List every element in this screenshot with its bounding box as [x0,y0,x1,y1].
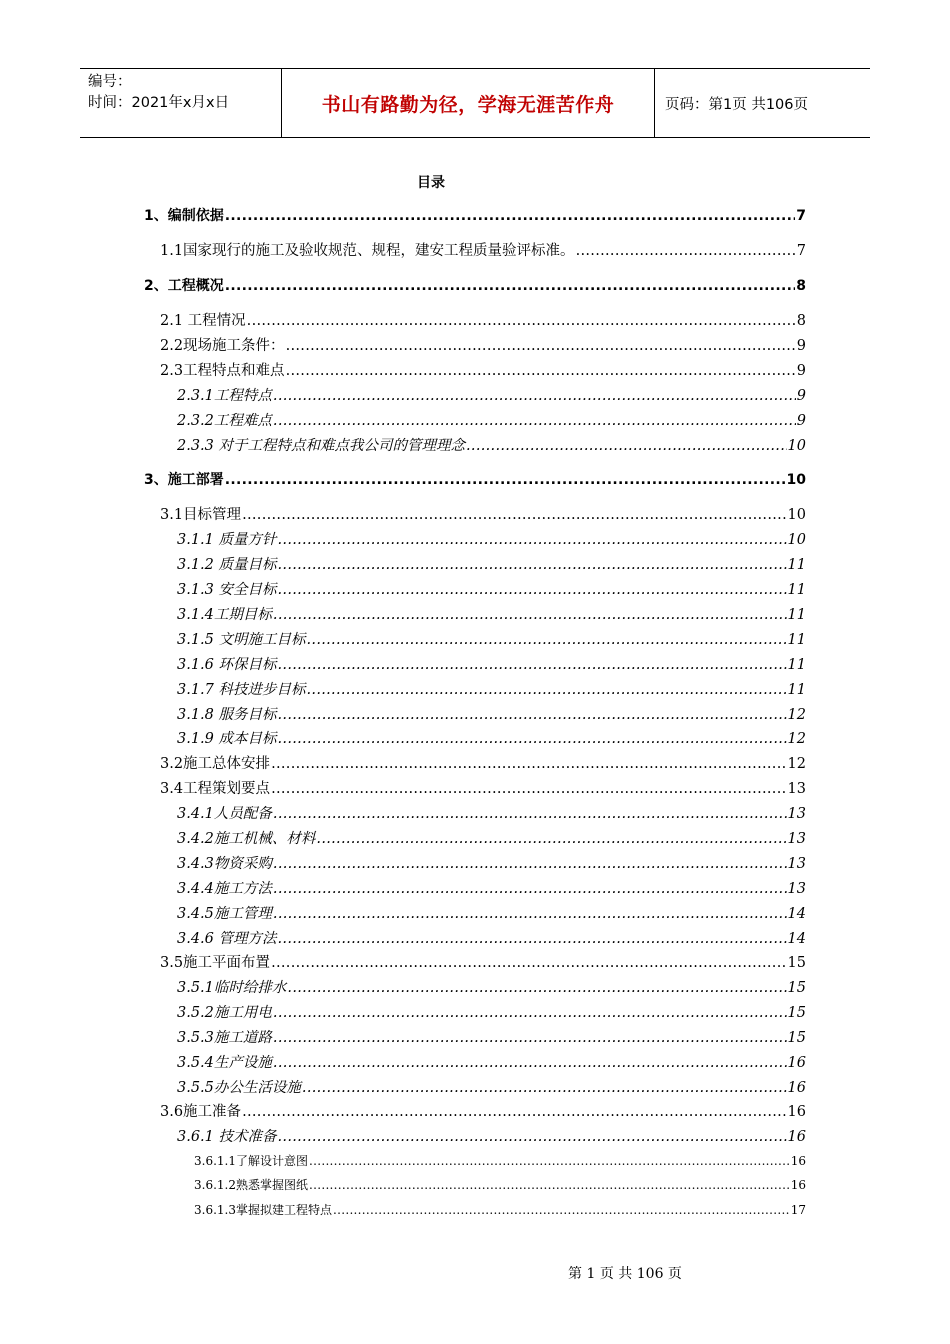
toc-entry[interactable]: 2、工程概况 ..... 8 [144,275,806,295]
toc-entry[interactable]: 2.3.1工程特点 ..... 9 [177,384,806,405]
toc-entry[interactable]: 3.5.5办公生活设施 ..... 16 [177,1076,806,1097]
document-date-label: 时间：2021年x月x日 [88,95,230,111]
page-header [80,68,870,138]
toc-entry[interactable]: 3.5.3施工道路 ..... 15 [177,1026,806,1047]
toc-entry[interactable]: 3.1.8 服务目标 ..... 12 [177,703,806,724]
toc-entry[interactable]: 3、施工部署 ..... 10 [144,469,806,489]
toc-entry[interactable]: 3.4.6 管理方法 ..... 14 [177,927,806,948]
toc-entry[interactable]: 3.2施工总体安排 ..... 12 [160,752,806,773]
toc-entry[interactable]: 3.1.5 文明施工目标 ..... 11 [177,628,806,649]
toc-entry[interactable]: 3.5.4生产设施 ..... 16 [177,1051,806,1072]
toc-entry[interactable]: 3.4.2施工机械、材料 ..... 13 [177,827,806,848]
toc-entry[interactable]: 3.4.5施工管理 ..... 14 [177,902,806,923]
toc-entry[interactable]: 3.1.7 科技进步目标 ..... 11 [177,678,806,699]
toc-entry[interactable]: 3.6施工准备 ..... 16 [160,1100,806,1121]
toc-title: 目录 [417,175,445,191]
toc-entry[interactable]: 3.5施工平面布置 ..... 15 [160,951,806,972]
toc-entry[interactable]: 2.1 工程情况 ..... 8 [160,309,806,330]
toc-entry[interactable]: 3.6.1 技术准备 ..... 16 [177,1125,806,1146]
toc-entry[interactable]: 2.3工程特点和难点 ..... 9 [160,359,806,380]
toc-entry[interactable]: 3.6.1.2熟悉掌握图纸 ..... 16 [194,1176,806,1193]
toc-entry[interactable]: 3.5.1临时给排水 ..... 15 [177,976,806,997]
toc-entry[interactable]: 3.1.2 质量目标 ..... 11 [177,553,806,574]
header-meta [80,69,282,137]
toc-entry[interactable]: 2.3.3 对于工程特点和难点我公司的管理理念 ..... 10 [177,434,806,455]
toc-entry[interactable]: 3.1目标管理 ..... 10 [160,503,806,524]
toc-entry[interactable]: 3.4.1人员配备 ..... 13 [177,802,806,823]
toc-entry[interactable]: 1、编制依据 ..... 7 [144,205,806,225]
toc-entry[interactable]: 2.2现场施工条件： ..... 9 [160,334,806,355]
header-page-info: 页码：第1页 共106页 [665,96,809,113]
toc-entry[interactable]: 3.6.1.1了解设计意图 ..... 16 [194,1152,806,1169]
toc-entry[interactable]: 3.1.3 安全目标 ..... 11 [177,578,806,599]
toc-entry[interactable]: 2.3.2工程难点 ..... 9 [177,409,806,430]
toc-entry[interactable]: 3.1.1 质量方针 ..... 10 [177,528,806,549]
toc-entry[interactable]: 3.4.3物资采购 ..... 13 [177,852,806,873]
toc-entry[interactable]: 1.1国家现行的施工及验收规范、规程，建安工程质量验评标准。 ..... 7 [160,239,806,260]
toc-entry[interactable]: 3.1.6 环保目标 ..... 11 [177,653,806,674]
toc-entry[interactable]: 3.5.2施工用电 ..... 15 [177,1001,806,1022]
toc-entry[interactable]: 3.6.1.3掌握拟建工程特点 ..... 17 [194,1201,806,1218]
toc-entry[interactable]: 3.1.4工期目标 ..... 11 [177,603,806,624]
header-motto: 书山有路勤为径，学海无涯苦作舟 [282,69,655,137]
toc-entry[interactable]: 3.1.9 成本目标 ..... 12 [177,727,806,748]
toc-entry[interactable]: 3.4.4施工方法 ..... 13 [177,877,806,898]
page-footer: 第 1 页 共 106 页 [568,1266,682,1282]
toc-entry[interactable]: 3.4工程策划要点 ..... 13 [160,777,806,798]
document-number-label: 编号： [88,74,132,90]
